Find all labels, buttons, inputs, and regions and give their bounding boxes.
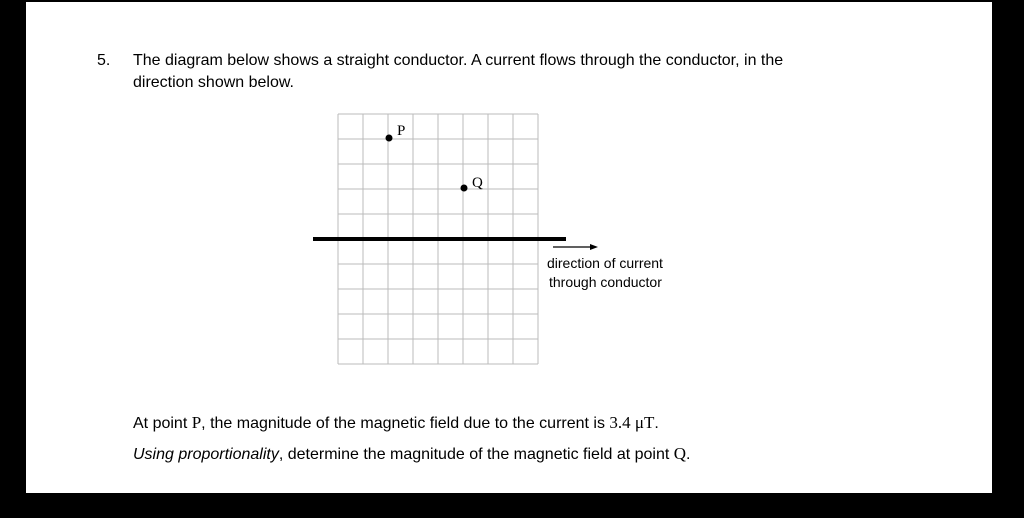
given-point: P	[191, 413, 202, 432]
task-emphasis: Using proportionality	[133, 446, 279, 463]
point-q-dot	[461, 185, 468, 192]
current-direction-arrow	[553, 244, 598, 250]
given-middle: , the magnitude of the magnetic field due to the current is	[201, 415, 610, 432]
point-p-label: P	[397, 123, 406, 139]
task-point: Q	[673, 444, 687, 463]
worksheet-page	[26, 2, 992, 493]
task-middle: , determine the magnitude of the magnetic field at point	[278, 446, 674, 463]
task-statement	[133, 444, 691, 464]
point-q-label: Q	[472, 175, 483, 191]
given-value: 3.4 μT	[609, 413, 655, 432]
question-stem-line-2: direction shown below.	[133, 74, 294, 91]
question-number: 5.	[97, 52, 111, 69]
given-suffix: .	[654, 415, 659, 432]
current-caption-line-1: direction of current	[547, 255, 663, 271]
given-statement	[133, 413, 659, 433]
task-suffix: .	[686, 446, 691, 463]
given-prefix: At point	[133, 415, 192, 432]
point-p-dot	[386, 135, 393, 142]
current-caption-line-2: through conductor	[549, 274, 662, 290]
question-stem-line-1: The diagram below shows a straight conductor. A current flows through the conductor, in the	[133, 52, 784, 69]
